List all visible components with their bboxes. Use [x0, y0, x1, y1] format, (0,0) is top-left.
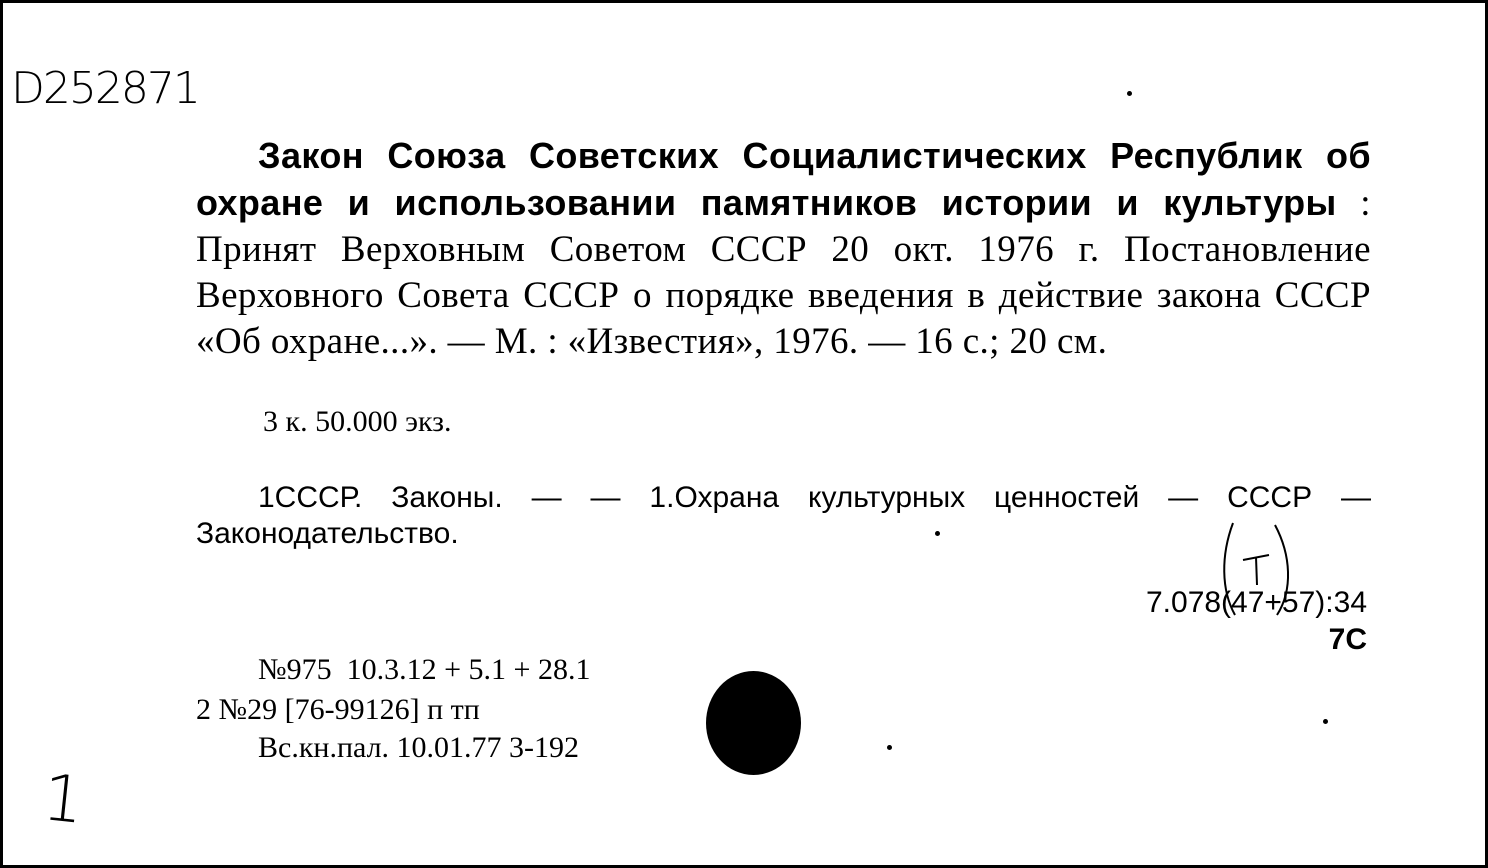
speck — [887, 745, 892, 750]
classification-mark: 7С — [1328, 623, 1367, 656]
call-number: D252871 — [11, 63, 199, 114]
entry-details: : Принят Верховным Советом СССР 20 окт. 1976 г. Постановление Верховного Совета СССР о порядке введения в действие закона СССР «Об охране...». — М. : «Известия», 1976. — 16 с.; 20 см. — [196, 183, 1371, 362]
speck — [1323, 719, 1328, 724]
technical-line-1: №975 10.3.12 + 5.1 + 28.1 — [258, 653, 591, 686]
subject-headings: 1СССР. Законы. — — 1.Охрана культурных ценностей — СССР — Законодательство. — [196, 481, 1371, 550]
classification-code: 7.078(47+57):34 — [1145, 586, 1367, 619]
technical-line-3: Вс.кн.пал. 10.01.77 3-192 — [258, 731, 580, 764]
ink-blot — [706, 671, 801, 775]
handwritten-number: 1 — [39, 761, 88, 839]
entry-title: Закон Союза Советских Социалистических Республик об охране и использовании памятников истории и культуры — [196, 135, 1371, 223]
technical-line-2: 2 №29 [76-99126] п тп — [196, 693, 480, 726]
speck — [1127, 91, 1132, 96]
price-and-print-run: 3 к. 50.000 экз. — [263, 405, 452, 438]
bibliographic-entry — [196, 133, 1371, 365]
speck — [935, 531, 940, 536]
